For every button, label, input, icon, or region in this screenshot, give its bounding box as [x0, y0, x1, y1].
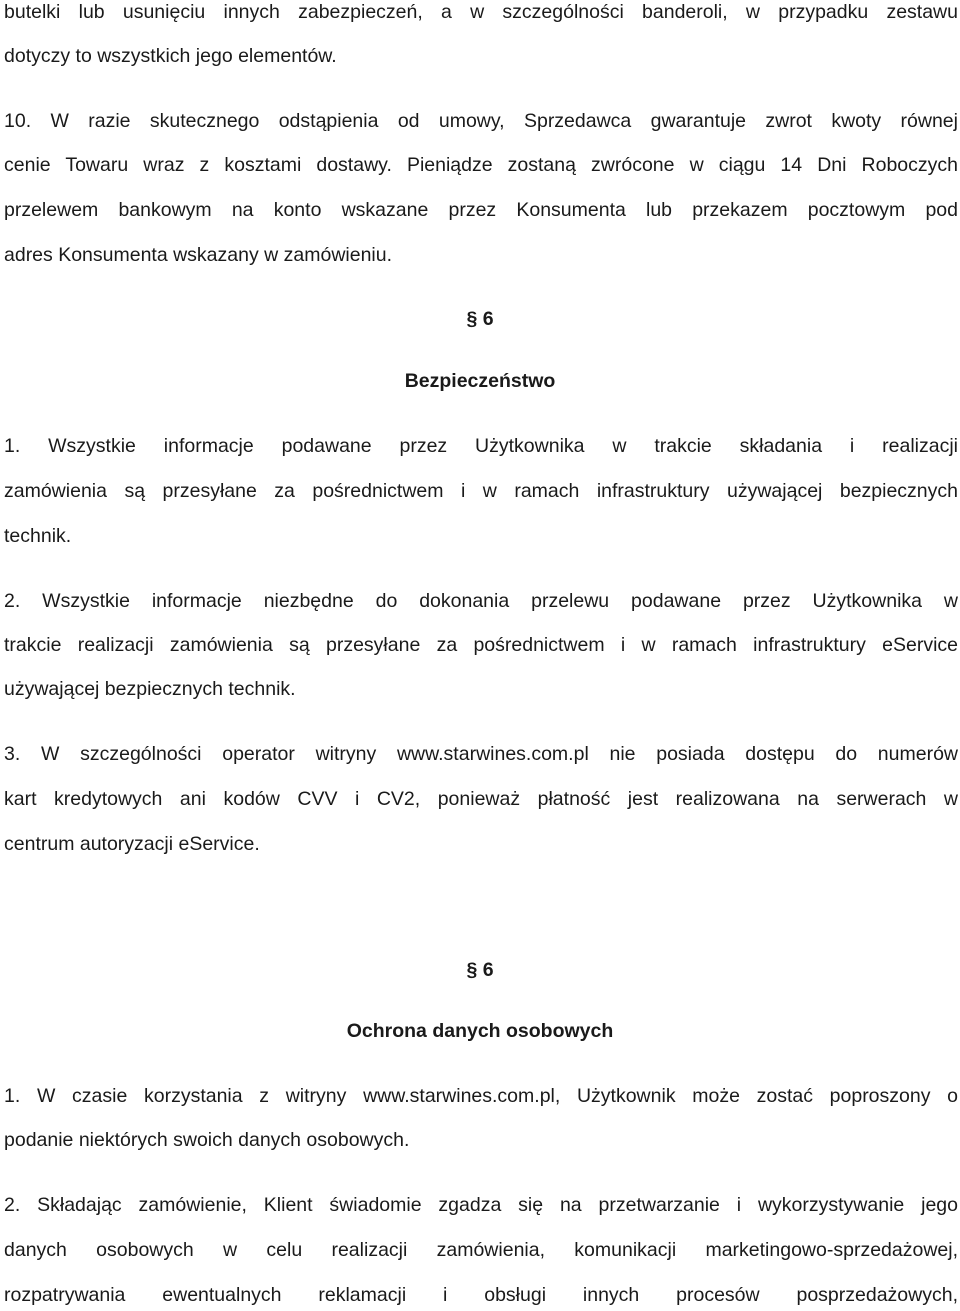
paragraph-line: 1. Wszystkie informacje podawane przez Użytkownika w trakcie składania i realizacji	[4, 435, 958, 457]
paragraph-line: cenie Towaru wraz z kosztami dostawy. Pieniądze zostaną zwrócone w ciągu 14 Dni Roboczych	[4, 154, 958, 176]
paragraph-line: 2. Wszystkie informacje niezbędne do dokonania przelewu podawane przez Użytkownika w	[4, 590, 958, 612]
paragraph-line: przelewem bankowym na konto wskazane przez Konsumenta lub przekazem pocztowym pod	[4, 199, 958, 221]
paragraph-line: butelki lub usunięciu innych zabezpieczeń, a w szczególności banderoli, w przypadku zestawu	[4, 1, 958, 23]
paragraph-line: danych osobowych w celu realizacji zamówienia, komunikacji marketingowo-sprzedażowej,	[4, 1239, 958, 1261]
section-number: § 6	[466, 959, 494, 981]
paragraph-line: trakcie realizacji zamówienia są przesyłane za pośrednictwem i w ramach infrastruktury eService	[4, 634, 958, 656]
paragraph-line: centrum autoryzacji eService.	[4, 833, 260, 855]
paragraph-line: adres Konsumenta wskazany w zamówieniu.	[4, 244, 393, 266]
paragraph-line: rozpatrywania ewentualnych reklamacji i obsługi innych procesów posprzedażowych,	[4, 1284, 958, 1306]
section-title: Bezpieczeństwo	[404, 370, 556, 392]
paragraph-line: używającej bezpiecznych technik.	[4, 678, 296, 700]
paragraph-line: 3. W szczególności operator witryny www.starwines.com.pl nie posiada dostępu do numerów	[4, 743, 958, 765]
paragraph-line: 2. Składając zamówienie, Klient świadomie zgadza się na przetwarzanie i wykorzystywanie jego	[4, 1194, 958, 1216]
section-title: Ochrona danych osobowych	[346, 1020, 614, 1042]
paragraph-line: technik.	[4, 525, 72, 547]
section-number: § 6	[466, 308, 494, 330]
paragraph-line: kart kredytowych ani kodów CVV i CV2, ponieważ płatność jest realizowana na serwerach w	[4, 788, 958, 810]
paragraph-line: podanie niektórych swoich danych osobowych.	[4, 1129, 410, 1151]
paragraph-line: zamówienia są przesyłane za pośrednictwem i w ramach infrastruktury używającej bezpiecznych	[4, 480, 958, 502]
paragraph-line: dotyczy to wszystkich jego elementów.	[4, 45, 337, 67]
paragraph-line: 10. W razie skutecznego odstąpienia od umowy, Sprzedawca gwarantuje zwrot kwoty równej	[4, 110, 958, 132]
paragraph-line: 1. W czasie korzystania z witryny www.starwines.com.pl, Użytkownik może zostać poproszony o	[4, 1085, 958, 1107]
